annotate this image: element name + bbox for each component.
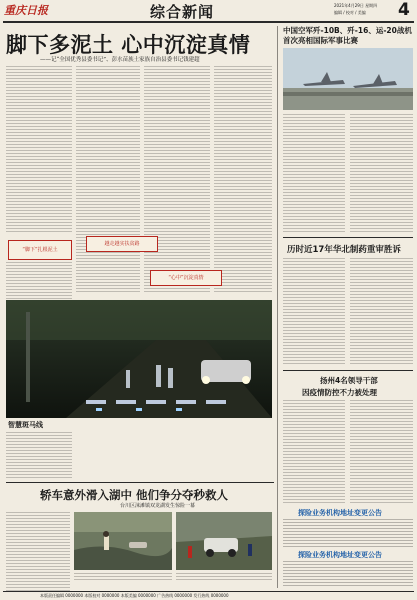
editor-line: 编辑 / 校对 / 美编 [334, 10, 366, 15]
bottom-rule [6, 482, 274, 483]
right-low-col-b [350, 400, 413, 504]
right-low-headline-2: 因疫情防控不力被处理 [302, 388, 377, 397]
right-mid-headline: 历时近17年华北制药重审胜诉 [287, 245, 401, 255]
notice-title-2: 探险业务机构地址变更公告 [298, 551, 382, 559]
notice-body-2 [283, 561, 413, 587]
newspaper-logo: 重庆日报 [4, 4, 48, 17]
bottom-col-1 [6, 512, 70, 592]
notice-body-1 [283, 519, 413, 547]
right-low-col-a [283, 400, 345, 504]
sub-box-1-label: “脚下”扎根泥土 [22, 247, 58, 253]
right-top-headline: 中国空军歼-10B、歼-16、运-20战机首次亮相国际军事比赛 [283, 26, 412, 45]
column-divider [277, 26, 278, 588]
photo-caption: 智慧斑马线 [8, 421, 43, 429]
lead-col-1-bottom [6, 432, 72, 480]
sub-box-2-label: 越走越实扶贫路 [104, 241, 140, 247]
date-line: 2021年4月29日 星期四 [334, 3, 378, 8]
car-lift-photo [176, 512, 272, 570]
bottom-headline: 轿车意外滑入湖中 他们争分夺秒救人 [40, 488, 229, 502]
lead-subhead: ——记“全国优秀县委书记”、彭水苗族土家族自治县委书记钱建超 [40, 57, 200, 63]
right-mid-col-a [283, 258, 345, 366]
car-photo-caption [176, 573, 272, 581]
bottom-subhead: 台川区涞滩镇双龙湖发生惊险一幕 [120, 503, 196, 509]
masthead-rule [3, 21, 414, 23]
page-number: 4 [398, 0, 410, 20]
right-low-rule [283, 370, 413, 371]
right-low-headline-1: 扬州4名领导干部 [320, 376, 378, 385]
zebra-crossing-photo [6, 300, 272, 418]
footer-text: 本版责任编辑 0000000 本版校对 0000000 本版美编 0000000 广告热线 0000000 发行热线 0000000 [40, 593, 229, 598]
lead-sub-box-3 [150, 270, 222, 286]
lead-col-1 [6, 66, 72, 234]
lead-headline: 脚下多泥土 心中沉淀真情 [6, 33, 251, 57]
lead-sub-box-1 [8, 240, 72, 260]
right-mid-col-b [350, 258, 413, 366]
masthead [0, 0, 417, 20]
lead-col-3 [144, 66, 210, 294]
fighter-jets-photo [283, 48, 413, 110]
right-top-col-a [283, 114, 345, 232]
sub-box-3-label: “心中”沉淀真情 [168, 275, 204, 281]
lead-sub-box-2 [86, 236, 158, 252]
right-top-col-b [350, 114, 413, 232]
section-title: 综合新闻 [150, 3, 215, 21]
footer-rule [3, 591, 414, 592]
lead-col-4 [214, 66, 272, 294]
lake-photo-caption [74, 573, 172, 581]
notice-title-1: 探险业务机构地址变更公告 [298, 509, 382, 517]
lead-col-2 [76, 66, 140, 294]
lake-rescue-photo [74, 512, 172, 570]
right-mid-rule [283, 237, 413, 238]
